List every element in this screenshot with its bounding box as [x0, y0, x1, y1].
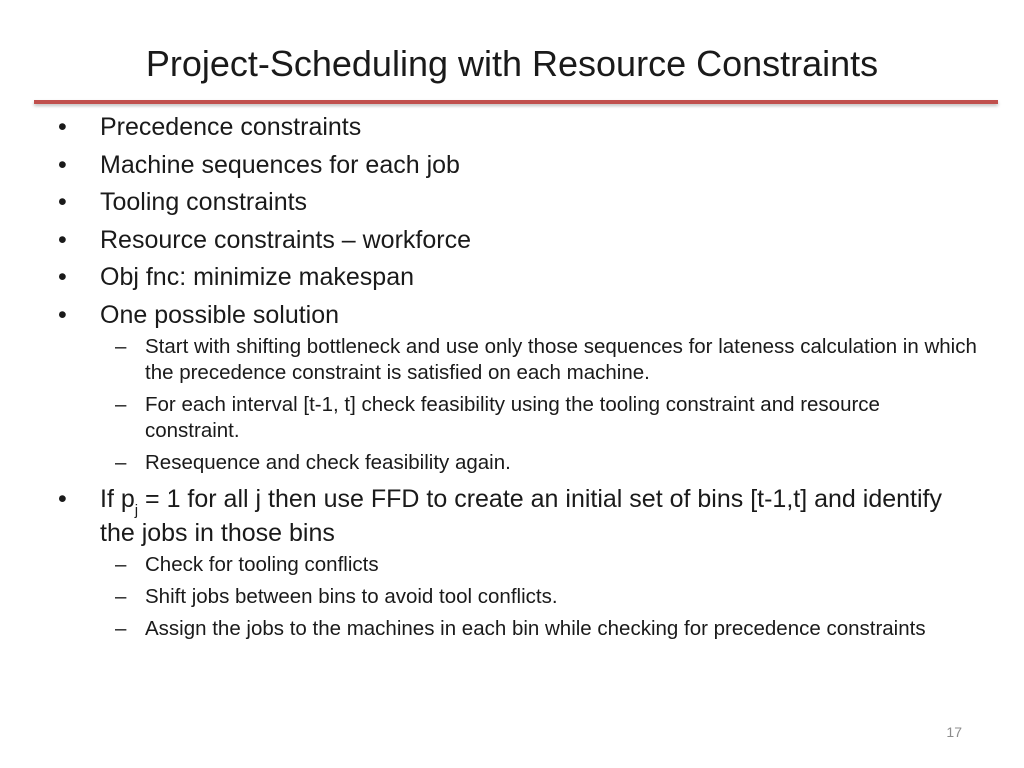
bullet-item: [58, 225, 978, 255]
sub-bullet-text: Check for tooling conflicts: [145, 552, 379, 576]
sub-bullet-item: [58, 450, 978, 476]
bullet-mark: •: [58, 263, 67, 291]
dash-mark: –: [115, 552, 127, 576]
bullet-mark: •: [58, 150, 67, 179]
dash-mark: –: [115, 392, 127, 416]
ffd-suffix: = 1 for all j then use FFD to create an initial set of bins [t-1,t] and identify the jobs in those bins: [100, 484, 942, 547]
sub-bullet-text: Resequence and check feasibility again.: [145, 450, 511, 474]
sub-bullet-text: Start with shifting bottleneck and use only those sequences for lateness calculation in which the precedence constraint is satisfied on each machine.: [145, 334, 977, 384]
dash-mark: –: [115, 334, 127, 358]
bullet-item: [58, 262, 978, 292]
bullet-text: Tooling constraints: [100, 188, 308, 216]
bullet-item-ffd: [58, 484, 978, 548]
slide-body: [58, 112, 978, 648]
ffd-prefix: If p: [100, 484, 135, 513]
sub-bullet-item: [58, 392, 978, 444]
bullet-item: [58, 150, 978, 180]
bullet-text: One possible solution: [100, 300, 340, 329]
bullet-text: Resource constraints – workforce: [100, 225, 471, 254]
sub-bullet-text: Assign the jobs to the machines in each bin while checking for precedence constraints: [145, 616, 926, 640]
sub-bullet-item: [58, 334, 978, 386]
bullet-mark: •: [58, 225, 67, 254]
sub-bullet-text: For each interval [t-1, t] check feasibility using the tooling constraint and resource constraint.: [145, 392, 880, 442]
sub-bullet-text: Shift jobs between bins to avoid tool conflicts.: [145, 584, 558, 608]
bullet-item: [58, 187, 978, 217]
sub-bullet-item: [58, 616, 978, 642]
bullet-text: Obj fnc: minimize makespan: [100, 263, 415, 291]
bullet-mark: •: [58, 188, 67, 216]
bullet-text: Precedence constraints: [100, 113, 362, 141]
bullet-mark: •: [58, 113, 67, 141]
title-divider: [34, 100, 998, 104]
ffd-subscript: j: [134, 501, 139, 519]
sub-bullet-item: [58, 552, 978, 578]
dash-mark: –: [115, 616, 127, 640]
sub-bullet-item: [58, 584, 978, 610]
bullet-item: [58, 112, 978, 142]
dash-mark: –: [115, 584, 127, 608]
bullet-item: [58, 300, 978, 330]
dash-mark: –: [115, 450, 127, 474]
bullet-text: Machine sequences for each job: [100, 150, 460, 179]
slide-title: Project-Scheduling with Resource Constraints: [145, 43, 879, 84]
bullet-mark: •: [58, 300, 67, 329]
bullet-mark: •: [58, 484, 67, 513]
page-number: 17: [946, 724, 962, 740]
